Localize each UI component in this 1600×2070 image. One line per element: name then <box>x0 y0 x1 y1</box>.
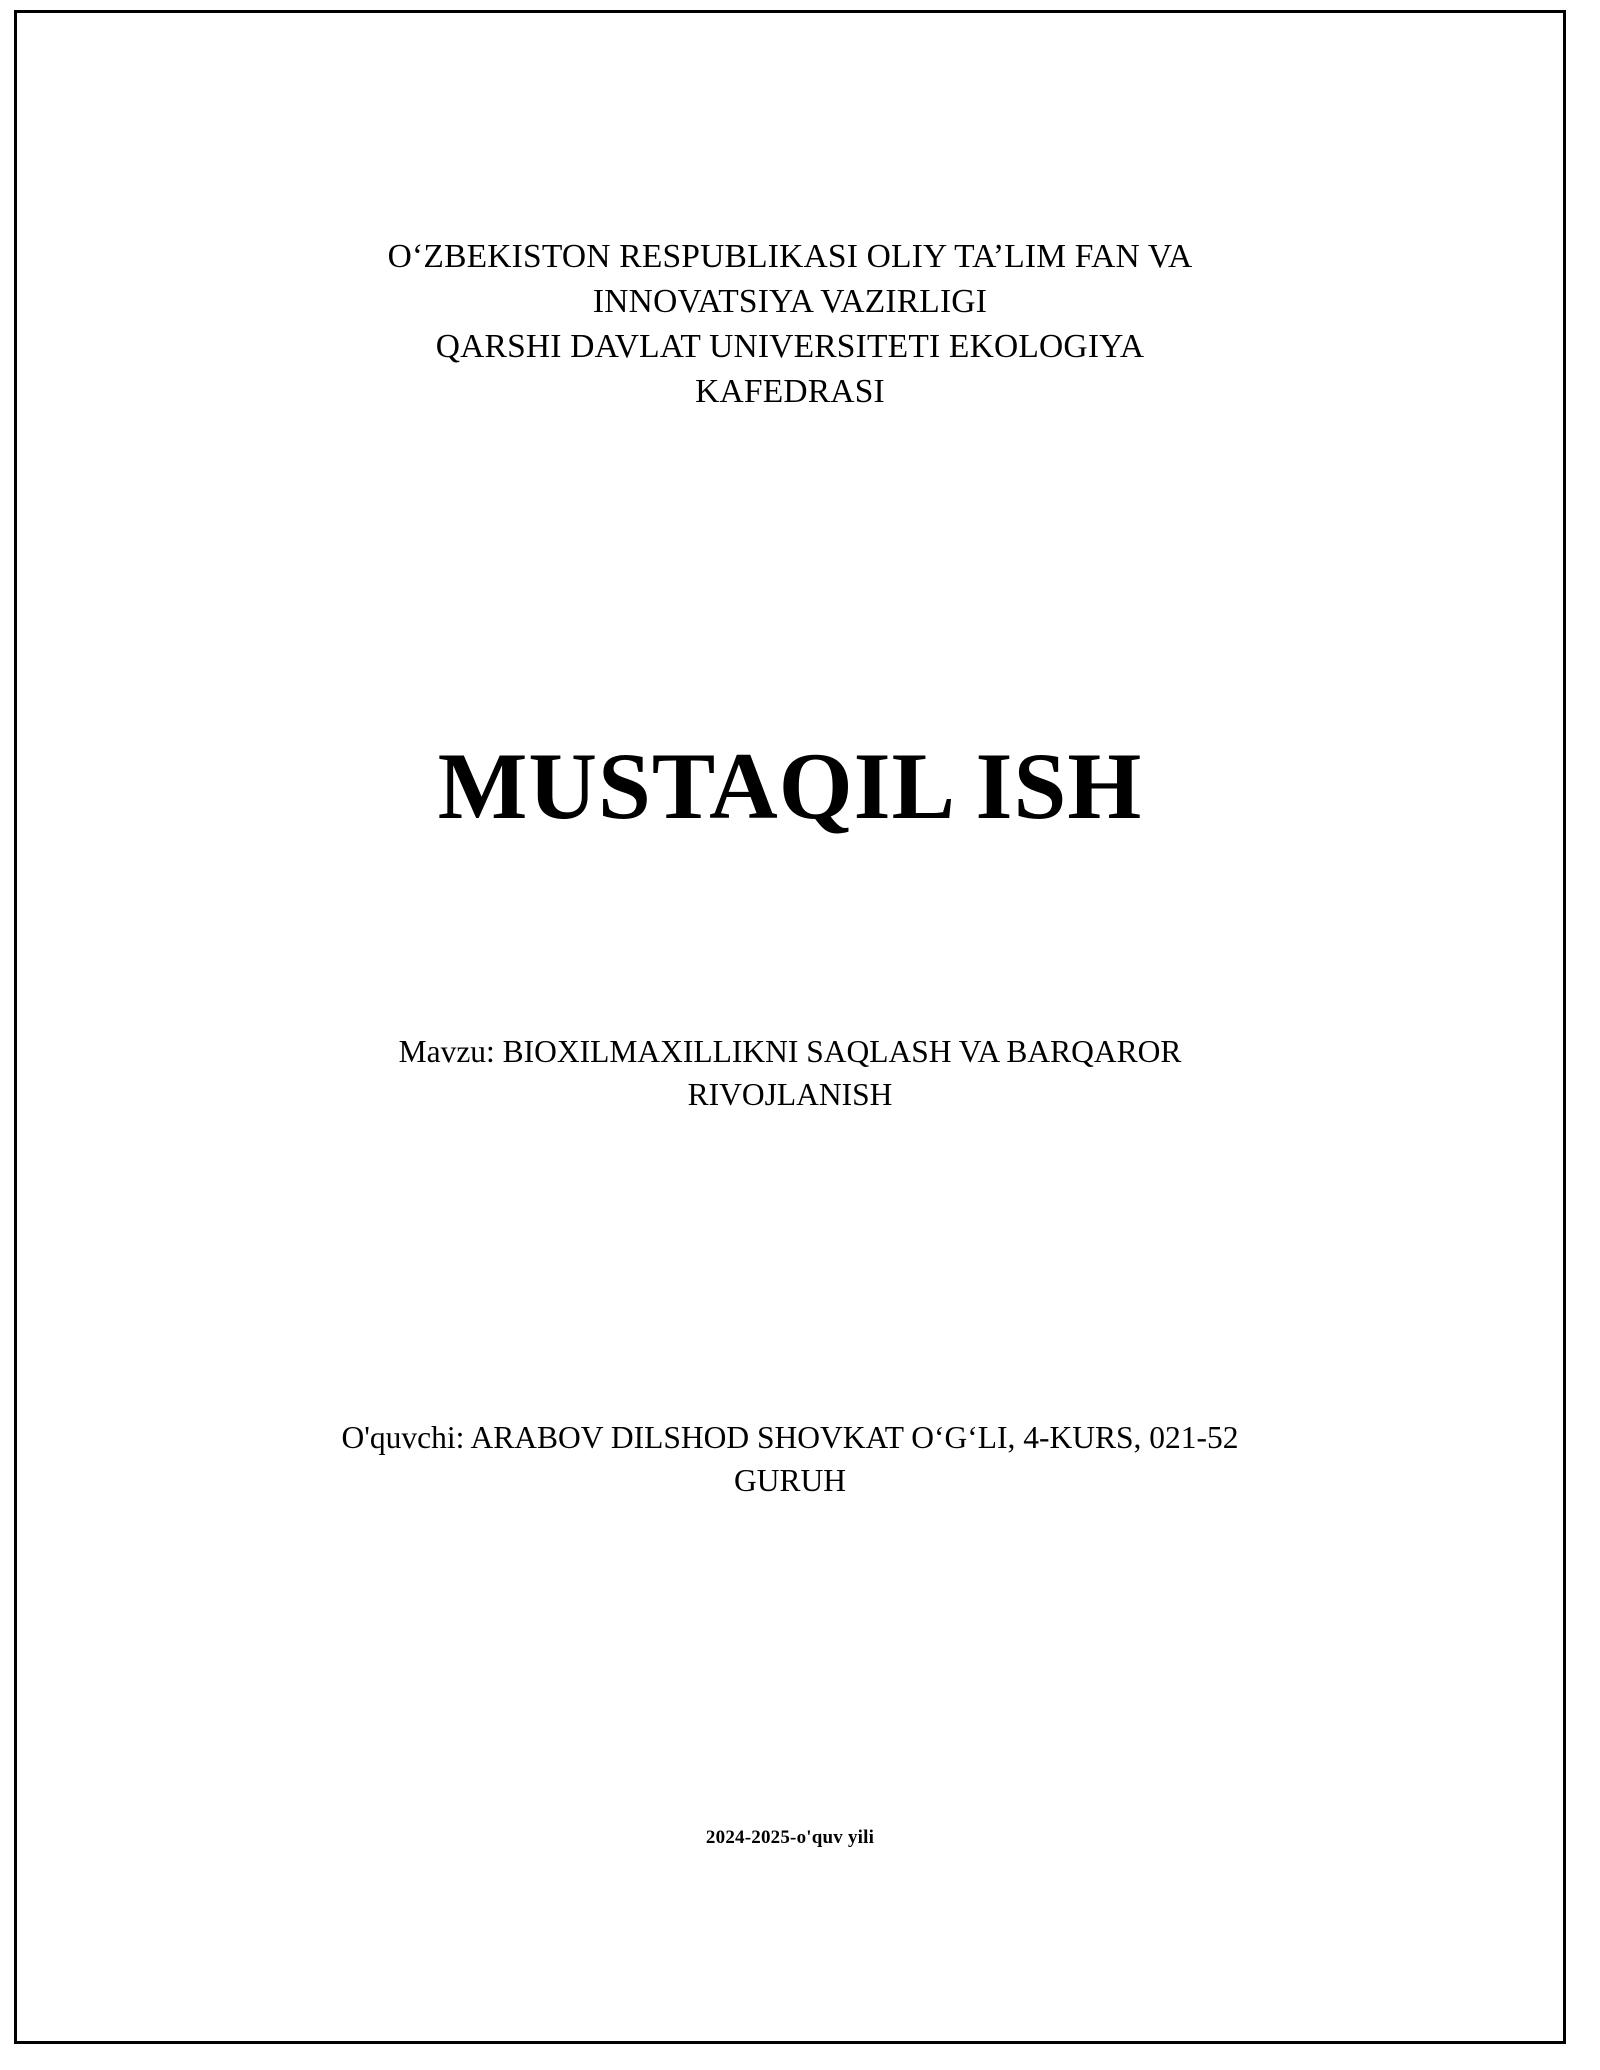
ministry-line-2: INNOVATSIYA VAZIRLIGI <box>592 282 988 320</box>
university-line-2: KAFEDRASI <box>695 372 885 410</box>
page-content <box>17 13 1563 2041</box>
topic-line-1: Mavzu: BIOXILMAXILLIKNI SAQLASH VA BARQAROR <box>398 1034 1182 1070</box>
page-title: MUSTAQIL ISH <box>437 732 1143 839</box>
page-border-frame <box>14 10 1566 2044</box>
student-block <box>137 1417 1443 1503</box>
topic-line-2: RIVOJLANISH <box>687 1077 893 1113</box>
ministry-line-1: O‘ZBEKISTON RESPUBLIKASI OLIY TA’LIM FAN VA <box>387 238 1193 275</box>
academic-year: 2024-2025-o'quv yili <box>705 1827 875 1848</box>
student-line-1: O'quvchi: ARABOV DILSHOD SHOVKAT O‘G‘LI, 4-KURS, 021-52 <box>341 1419 1239 1455</box>
university-line-1: QARSHI DAVLAT UNIVERSITETI EKOLOGIYA <box>435 327 1145 365</box>
institution-header <box>137 235 1443 415</box>
title-block <box>137 732 1443 839</box>
student-line-2: GURUH <box>733 1462 846 1498</box>
academic-year-block <box>17 1827 1563 1849</box>
topic-block <box>137 1031 1443 1117</box>
